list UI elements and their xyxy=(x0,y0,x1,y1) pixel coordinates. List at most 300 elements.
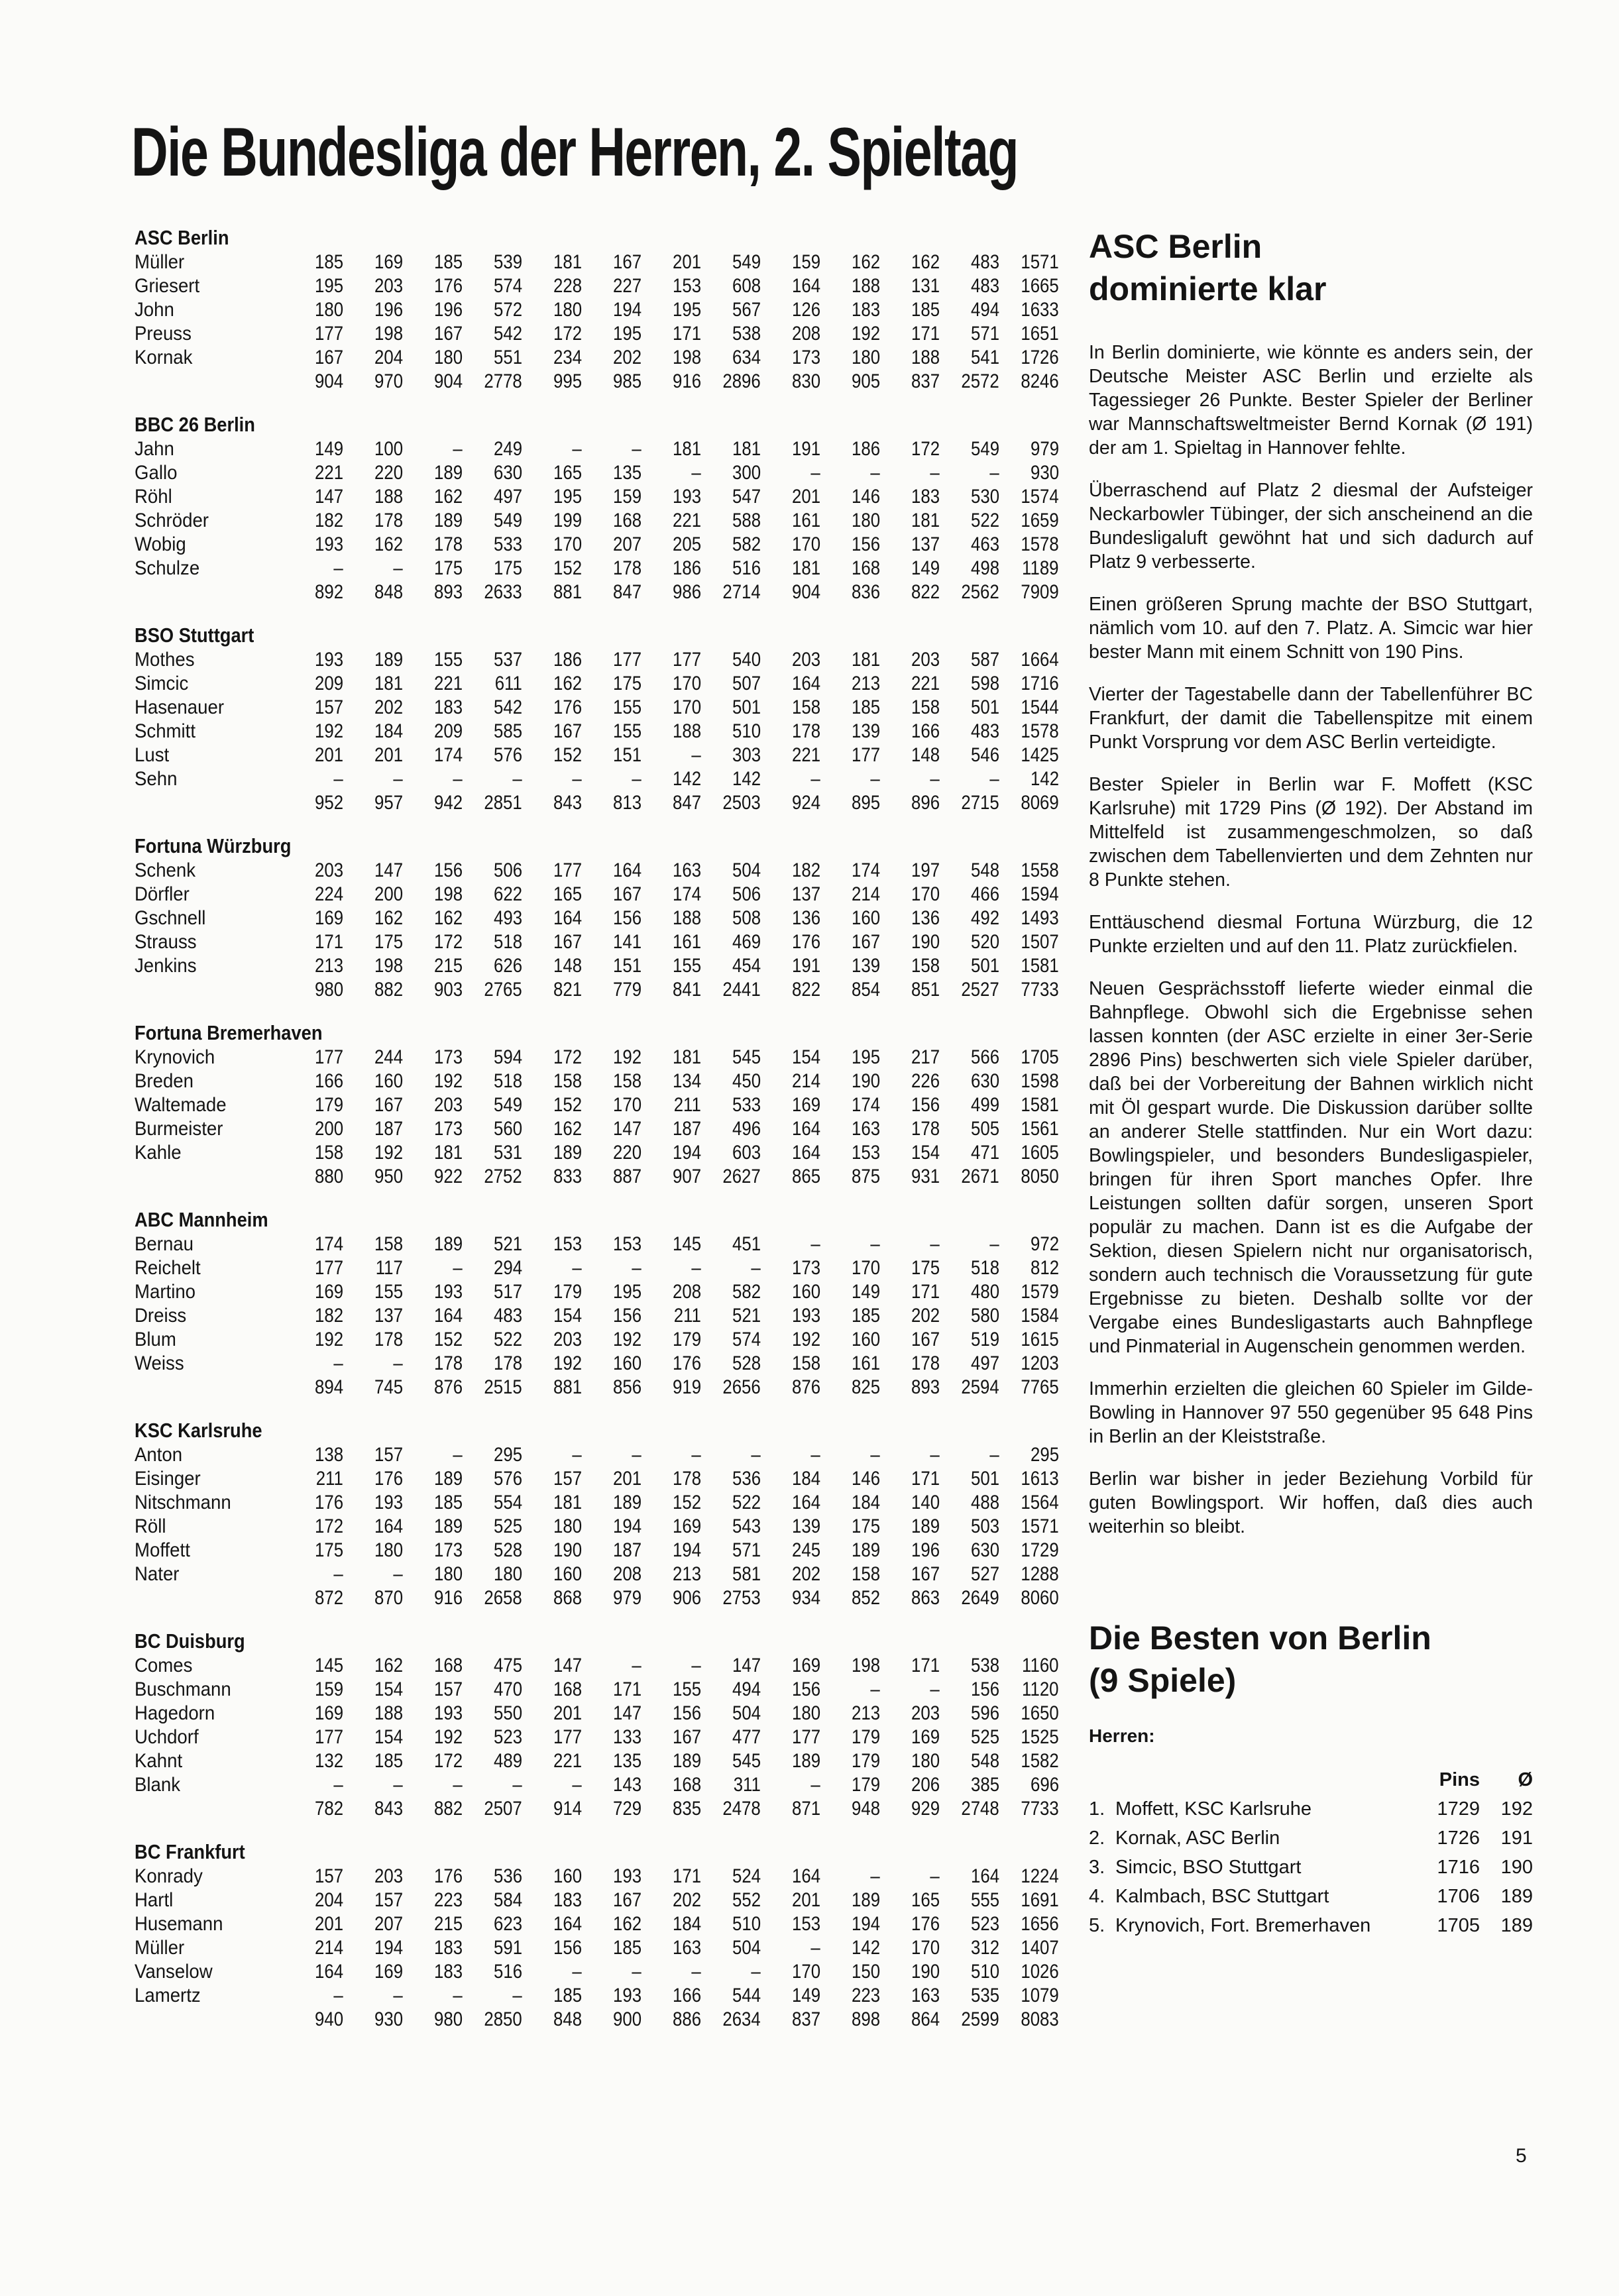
player-name: Röhl xyxy=(135,486,172,508)
score-cell: 892 xyxy=(314,581,343,603)
score-cell: 165 xyxy=(553,883,582,905)
score-cell: 171 xyxy=(911,1655,940,1676)
score-cell: 152 xyxy=(553,1094,582,1116)
player-name: Reichelt xyxy=(135,1257,201,1279)
score-cell: 164 xyxy=(553,1913,582,1935)
score-cell: 177 xyxy=(314,1257,343,1279)
score-cell: 630 xyxy=(970,1539,999,1561)
score-cell: 535 xyxy=(970,1985,999,2006)
score-cell: 2527 xyxy=(961,979,999,1001)
player-name: Schenk xyxy=(135,859,196,881)
score-cell: 622 xyxy=(493,883,522,905)
score-cell: 483 xyxy=(970,251,999,273)
score-cell: 537 xyxy=(493,649,522,671)
score-cell: 580 xyxy=(970,1305,999,1327)
score-cell: 499 xyxy=(970,1094,999,1116)
score-cell: – xyxy=(453,1985,463,2006)
player-row xyxy=(135,461,1059,485)
score-cell: 184 xyxy=(374,720,403,742)
score-cell: – xyxy=(989,1444,999,1466)
score-cell: 153 xyxy=(672,275,701,297)
score-cell: 161 xyxy=(851,1352,880,1374)
player-row xyxy=(135,1960,1059,1984)
score-cell: 8246 xyxy=(1021,370,1059,392)
score-cell: 483 xyxy=(493,1305,522,1327)
score-cell: 2503 xyxy=(722,792,761,814)
score-cell: – xyxy=(810,1233,820,1255)
score-cell: 162 xyxy=(911,251,940,273)
score-cell: – xyxy=(453,1444,463,1466)
score-cell: 193 xyxy=(433,1281,463,1303)
score-cell: 536 xyxy=(493,1865,522,1887)
score-cell: 630 xyxy=(970,1070,999,1092)
player-row xyxy=(135,298,1059,322)
player-name: Jenkins xyxy=(135,955,197,977)
score-cell: – xyxy=(393,557,403,579)
score-cell: 214 xyxy=(851,883,880,905)
article-paragraph: Neuen Gesprächsstoff lieferte wieder einmal die Bahnpflege. Obwohl sich die Ergebnisse sehen lassen konnten (der ASC erzielte in einer 3er-Serie 2896 Pins) beschwerten sich viele Spieler darüber, daß bei der Vorbereitung der Bahnen wirklich nicht mit Öl gespart wurde. Die Diskussion darüber sollte an anderer Stelle stattfinden. Nur ein Wort dazu: Bowlingspieler, und besonders Bundesligaspieler, bringen für ihren Sport manches Opfer. Ihre Leistungen sollten dafür sorgen, unseren Sport populär zu machen. Dann ist es die Aufgabe der Sektion, diesen Spielern nicht nur organisatorisch, sondern auch technisch die Voraussetzung für gute Ergebnisse zu bieten. Deshalb sollte vor der Vergabe eines Bundesligastarts auch Bahnpflege und Pinmaterial in Augenschein genommen werden. xyxy=(1089,978,1533,1357)
score-cell: – xyxy=(453,438,463,460)
score-cell: 1615 xyxy=(1021,1329,1059,1350)
score-cell: 303 xyxy=(732,744,761,766)
best-pins: 1726 xyxy=(1437,1827,1480,1849)
article-column xyxy=(1089,225,1533,1940)
team-totals-row xyxy=(135,1165,1059,1189)
score-cell: 215 xyxy=(433,1913,463,1935)
score-cell: 848 xyxy=(553,2008,582,2030)
score-cell: 177 xyxy=(851,744,880,766)
score-cell: 159 xyxy=(791,251,820,273)
score-cell: – xyxy=(333,1352,343,1374)
best-player-row xyxy=(1089,1824,1533,1853)
score-cell: 175 xyxy=(612,673,642,694)
score-cell: 7733 xyxy=(1021,1798,1059,1820)
score-cell: 875 xyxy=(851,1166,880,1187)
score-cell: 137 xyxy=(911,533,940,555)
player-row xyxy=(135,1491,1059,1515)
score-cell: 528 xyxy=(493,1539,522,1561)
score-cell: 970 xyxy=(374,370,403,392)
score-cell: 477 xyxy=(732,1726,761,1748)
score-cell: 603 xyxy=(732,1142,761,1164)
score-cell: 148 xyxy=(553,955,582,977)
score-cell: 162 xyxy=(433,486,463,508)
score-cell: 194 xyxy=(612,299,642,321)
score-cell: 139 xyxy=(791,1515,820,1537)
score-cell: 170 xyxy=(911,1937,940,1959)
best-headline xyxy=(1089,1617,1533,1702)
score-cell: 158 xyxy=(911,955,940,977)
score-cell: 214 xyxy=(314,1937,343,1959)
score-cell: 156 xyxy=(851,533,880,555)
score-cell: 164 xyxy=(791,1865,820,1887)
score-cell: 155 xyxy=(612,696,642,718)
score-cell: 1203 xyxy=(1021,1352,1059,1374)
score-cell: 178 xyxy=(433,533,463,555)
score-cell: 872 xyxy=(314,1587,343,1609)
score-cell: 1160 xyxy=(1022,1655,1059,1676)
score-cell: 158 xyxy=(612,1070,642,1092)
score-cell: 2778 xyxy=(484,370,522,392)
score-cell: 979 xyxy=(612,1587,642,1609)
score-cell: 882 xyxy=(374,979,403,1001)
score-cell: 198 xyxy=(374,955,403,977)
score-cell: 170 xyxy=(612,1094,642,1116)
score-cell: – xyxy=(453,768,463,790)
score-cell: 245 xyxy=(791,1539,820,1561)
score-cell: 136 xyxy=(791,907,820,929)
player-row xyxy=(135,1046,1059,1069)
score-cell: 155 xyxy=(672,1678,701,1700)
team-name: BC Duisburg xyxy=(135,1629,245,1653)
score-cell: 162 xyxy=(374,1655,403,1676)
player-row xyxy=(135,1069,1059,1093)
score-cell: 503 xyxy=(970,1515,999,1537)
best-player-row xyxy=(1089,1911,1533,1940)
score-cell: 198 xyxy=(851,1655,880,1676)
score-cell: 178 xyxy=(672,1468,701,1490)
score-cell: 177 xyxy=(314,1726,343,1748)
score-cell: 929 xyxy=(911,1798,940,1820)
score-cell: 205 xyxy=(672,533,701,555)
player-name: Gschnell xyxy=(135,907,206,929)
best-pins: 1706 xyxy=(1437,1885,1480,1907)
score-cell: 174 xyxy=(851,859,880,881)
team-name: BSO Stuttgart xyxy=(135,624,254,647)
score-cell: 170 xyxy=(851,1257,880,1279)
score-cell: – xyxy=(632,1961,642,1983)
score-cell: 522 xyxy=(493,1329,522,1350)
score-cell: 181 xyxy=(553,251,582,273)
score-cell: 2594 xyxy=(961,1376,999,1398)
score-cell: 180 xyxy=(493,1563,522,1585)
score-cell: 167 xyxy=(612,1889,642,1911)
score-cell: 919 xyxy=(672,1376,701,1398)
score-cell: 223 xyxy=(851,1985,880,2006)
score-cell: 521 xyxy=(732,1305,761,1327)
score-cell: 582 xyxy=(732,533,761,555)
score-cell: 2850 xyxy=(484,2008,522,2030)
score-cell: 153 xyxy=(851,1142,880,1164)
player-row xyxy=(135,954,1059,978)
score-cell: – xyxy=(751,1444,761,1466)
score-cell: 952 xyxy=(314,792,343,814)
score-cell: 213 xyxy=(851,673,880,694)
score-cell: 201 xyxy=(791,486,820,508)
score-cell: 863 xyxy=(911,1587,940,1609)
score-cell: 8083 xyxy=(1021,2008,1059,2030)
score-cell: 234 xyxy=(553,347,582,368)
score-cell: 497 xyxy=(970,1352,999,1374)
score-cell: 189 xyxy=(433,1468,463,1490)
score-cell: 147 xyxy=(612,1702,642,1724)
score-cell: 189 xyxy=(791,1750,820,1772)
score-cell: 169 xyxy=(911,1726,940,1748)
score-cell: 598 xyxy=(970,673,999,694)
score-cell: 312 xyxy=(970,1937,999,1959)
score-cell: 517 xyxy=(493,1281,522,1303)
score-cell: 150 xyxy=(851,1961,880,1983)
score-cell: 295 xyxy=(493,1444,522,1466)
score-cell: 152 xyxy=(672,1492,701,1513)
score-cell: – xyxy=(870,462,880,484)
score-cell: 183 xyxy=(851,299,880,321)
score-cell: 170 xyxy=(791,533,820,555)
best-rank: 1. xyxy=(1089,1798,1105,1820)
score-cell: 188 xyxy=(672,720,701,742)
score-cell: 980 xyxy=(433,2008,463,2030)
score-cell: 203 xyxy=(911,649,940,671)
player-name: Comes xyxy=(135,1655,193,1676)
score-cell: 904 xyxy=(314,370,343,392)
score-cell: 182 xyxy=(314,1305,343,1327)
score-cell: 169 xyxy=(314,907,343,929)
best-rank: 4. xyxy=(1089,1885,1105,1907)
score-cell: 510 xyxy=(732,720,761,742)
score-cell: 520 xyxy=(970,931,999,953)
score-cell: 139 xyxy=(851,720,880,742)
score-cell: 193 xyxy=(612,1865,642,1887)
score-cell: 167 xyxy=(553,720,582,742)
score-cell: 166 xyxy=(672,1985,701,2006)
score-cell: – xyxy=(751,1257,761,1279)
score-cell: 572 xyxy=(493,299,522,321)
score-cell: 843 xyxy=(374,1798,403,1820)
score-cell: 180 xyxy=(851,510,880,531)
score-cell: 195 xyxy=(851,1046,880,1068)
score-cell: 160 xyxy=(553,1865,582,1887)
score-cell: 202 xyxy=(374,696,403,718)
player-row xyxy=(135,346,1059,370)
player-name: Konrady xyxy=(135,1865,203,1887)
score-cell: 157 xyxy=(374,1889,403,1911)
score-cell: 154 xyxy=(374,1678,403,1700)
score-cell: 147 xyxy=(374,859,403,881)
score-cell: 202 xyxy=(672,1889,701,1911)
score-cell: 193 xyxy=(672,486,701,508)
score-cell: 170 xyxy=(672,673,701,694)
score-cell: 501 xyxy=(970,696,999,718)
score-cell: 581 xyxy=(732,1563,761,1585)
score-cell: 634 xyxy=(732,347,761,368)
score-cell: 202 xyxy=(911,1305,940,1327)
score-cell: 159 xyxy=(612,486,642,508)
score-cell: 175 xyxy=(433,557,463,579)
score-cell: – xyxy=(393,1563,403,1585)
score-cell: 1633 xyxy=(1021,299,1059,321)
score-cell: 852 xyxy=(851,1587,880,1609)
score-cell: – xyxy=(453,1774,463,1796)
score-cell: 162 xyxy=(433,907,463,929)
score-cell: 881 xyxy=(553,1376,582,1398)
player-row xyxy=(135,1865,1059,1888)
score-cell: 158 xyxy=(553,1070,582,1092)
player-name: Schmitt xyxy=(135,720,196,742)
score-cell: 244 xyxy=(374,1046,403,1068)
score-cell: – xyxy=(393,1985,403,2006)
score-cell: 182 xyxy=(314,510,343,531)
player-name: Jahn xyxy=(135,438,174,460)
best-player-row xyxy=(1089,1794,1533,1824)
score-cell: 492 xyxy=(970,907,999,929)
score-cell: 895 xyxy=(851,792,880,814)
score-cell: 159 xyxy=(314,1678,343,1700)
score-cell: 510 xyxy=(732,1913,761,1935)
score-cell: 551 xyxy=(493,347,522,368)
score-cell: 178 xyxy=(911,1352,940,1374)
article-headline xyxy=(1089,225,1533,310)
score-cell: 567 xyxy=(732,299,761,321)
team-totals-row xyxy=(135,791,1059,815)
player-name: Kahle xyxy=(135,1142,182,1164)
score-cell: 164 xyxy=(791,673,820,694)
score-cell: 576 xyxy=(493,744,522,766)
score-cell: 153 xyxy=(791,1913,820,1935)
score-cell: 158 xyxy=(791,696,820,718)
score-cell: 166 xyxy=(911,720,940,742)
team-block xyxy=(135,412,1059,604)
score-cell: 183 xyxy=(433,1937,463,1959)
score-cell: 176 xyxy=(374,1468,403,1490)
score-cell: – xyxy=(691,1655,701,1676)
score-cell: 137 xyxy=(791,883,820,905)
team-block xyxy=(135,834,1059,1002)
team-score-table xyxy=(135,648,1059,815)
score-cell: 192 xyxy=(374,1142,403,1164)
score-cell: 1544 xyxy=(1021,696,1059,718)
team-totals-row xyxy=(135,1376,1059,1399)
score-cell: 506 xyxy=(493,859,522,881)
score-cell: 192 xyxy=(553,1352,582,1374)
score-cell: 493 xyxy=(493,907,522,929)
score-cell: 180 xyxy=(314,299,343,321)
score-cell: 188 xyxy=(911,347,940,368)
score-cell: 611 xyxy=(494,673,522,694)
score-cell: 591 xyxy=(493,1937,522,1959)
player-row xyxy=(135,1256,1059,1280)
score-cell: 470 xyxy=(493,1678,522,1700)
score-cell: 822 xyxy=(911,581,940,603)
team-block xyxy=(135,1839,1059,2032)
score-cell: 172 xyxy=(553,323,582,345)
score-cell: 185 xyxy=(374,1750,403,1772)
score-cell: 160 xyxy=(612,1352,642,1374)
score-cell: 843 xyxy=(553,792,582,814)
score-cell: 195 xyxy=(553,486,582,508)
score-cell: 172 xyxy=(433,931,463,953)
score-cell: 209 xyxy=(433,720,463,742)
score-cell: 169 xyxy=(314,1702,343,1724)
best-pins: 1705 xyxy=(1437,1914,1480,1936)
player-name: Mothes xyxy=(135,649,195,671)
score-cell: 516 xyxy=(732,557,761,579)
score-cell: 163 xyxy=(911,1985,940,2006)
best-players-table xyxy=(1089,1765,1533,1940)
score-cell: 189 xyxy=(911,1515,940,1537)
score-cell: 155 xyxy=(612,720,642,742)
score-cell: 201 xyxy=(314,1913,343,1935)
score-cell: 2441 xyxy=(722,979,761,1001)
score-cell: – xyxy=(632,1655,642,1676)
best-player: Moffett, KSC Karlsruhe xyxy=(1115,1798,1312,1820)
score-cell: 385 xyxy=(970,1774,999,1796)
score-cell: 190 xyxy=(553,1539,582,1561)
score-cell: 179 xyxy=(672,1329,701,1350)
score-cell: 930 xyxy=(374,2008,403,2030)
score-cell: 550 xyxy=(493,1702,522,1724)
score-cell: 176 xyxy=(553,696,582,718)
score-cell: – xyxy=(333,1985,343,2006)
score-cell: 1656 xyxy=(1021,1913,1059,1935)
best-headline-line1: Die Besten von Berlin xyxy=(1089,1619,1431,1657)
score-cell: 8060 xyxy=(1021,1587,1059,1609)
score-cell: 155 xyxy=(374,1281,403,1303)
score-cell: 576 xyxy=(493,1468,522,1490)
score-cell: 185 xyxy=(612,1937,642,1959)
score-cell: 178 xyxy=(911,1118,940,1140)
results-tables xyxy=(135,225,1059,2050)
score-cell: 167 xyxy=(612,883,642,905)
score-cell: 560 xyxy=(493,1118,522,1140)
score-cell: 195 xyxy=(612,323,642,345)
score-cell: – xyxy=(333,1774,343,1796)
score-cell: 1650 xyxy=(1021,1702,1059,1724)
player-row xyxy=(135,1093,1059,1117)
score-cell: 156 xyxy=(433,859,463,881)
score-cell: 178 xyxy=(374,1329,403,1350)
best-player-row xyxy=(1089,1882,1533,1911)
score-cell: 489 xyxy=(493,1750,522,1772)
score-cell: 483 xyxy=(970,275,999,297)
score-cell: 2515 xyxy=(484,1376,522,1398)
score-cell: 171 xyxy=(672,1865,701,1887)
score-cell: 149 xyxy=(851,1281,880,1303)
score-cell: 184 xyxy=(672,1913,701,1935)
score-cell: – xyxy=(572,1257,582,1279)
score-cell: 179 xyxy=(851,1750,880,1772)
team-name: ASC Berlin xyxy=(135,226,229,249)
score-cell: 182 xyxy=(791,859,820,881)
score-cell: – xyxy=(930,1233,940,1255)
score-cell: 835 xyxy=(672,1798,701,1820)
score-cell: 162 xyxy=(851,251,880,273)
score-cell: 188 xyxy=(374,1702,403,1724)
score-cell: 2562 xyxy=(961,581,999,603)
score-cell: 523 xyxy=(970,1913,999,1935)
score-cell: 167 xyxy=(374,1094,403,1116)
score-cell: 167 xyxy=(433,323,463,345)
player-row xyxy=(135,322,1059,346)
player-row xyxy=(135,1443,1059,1467)
score-cell: 196 xyxy=(433,299,463,321)
score-cell: 900 xyxy=(612,2008,642,2030)
score-cell: 1716 xyxy=(1021,673,1059,694)
score-cell: 170 xyxy=(672,696,701,718)
score-cell: 825 xyxy=(851,1376,880,1398)
score-cell: 136 xyxy=(911,907,940,929)
score-cell: 193 xyxy=(374,1492,403,1513)
team-totals-row xyxy=(135,978,1059,1002)
score-cell: 192 xyxy=(433,1726,463,1748)
score-cell: – xyxy=(870,1865,880,1887)
player-name: Krynovich xyxy=(135,1046,215,1068)
player-row xyxy=(135,1328,1059,1352)
score-cell: – xyxy=(870,1444,880,1466)
score-cell: 183 xyxy=(433,1961,463,1983)
score-cell: – xyxy=(810,462,820,484)
score-cell: 157 xyxy=(374,1444,403,1466)
article-paragraph: Enttäuschend diesmal Fortuna Würzburg, die 12 Punkte erzielten und auf den 11. Platz zurückfielen. xyxy=(1089,912,1533,957)
